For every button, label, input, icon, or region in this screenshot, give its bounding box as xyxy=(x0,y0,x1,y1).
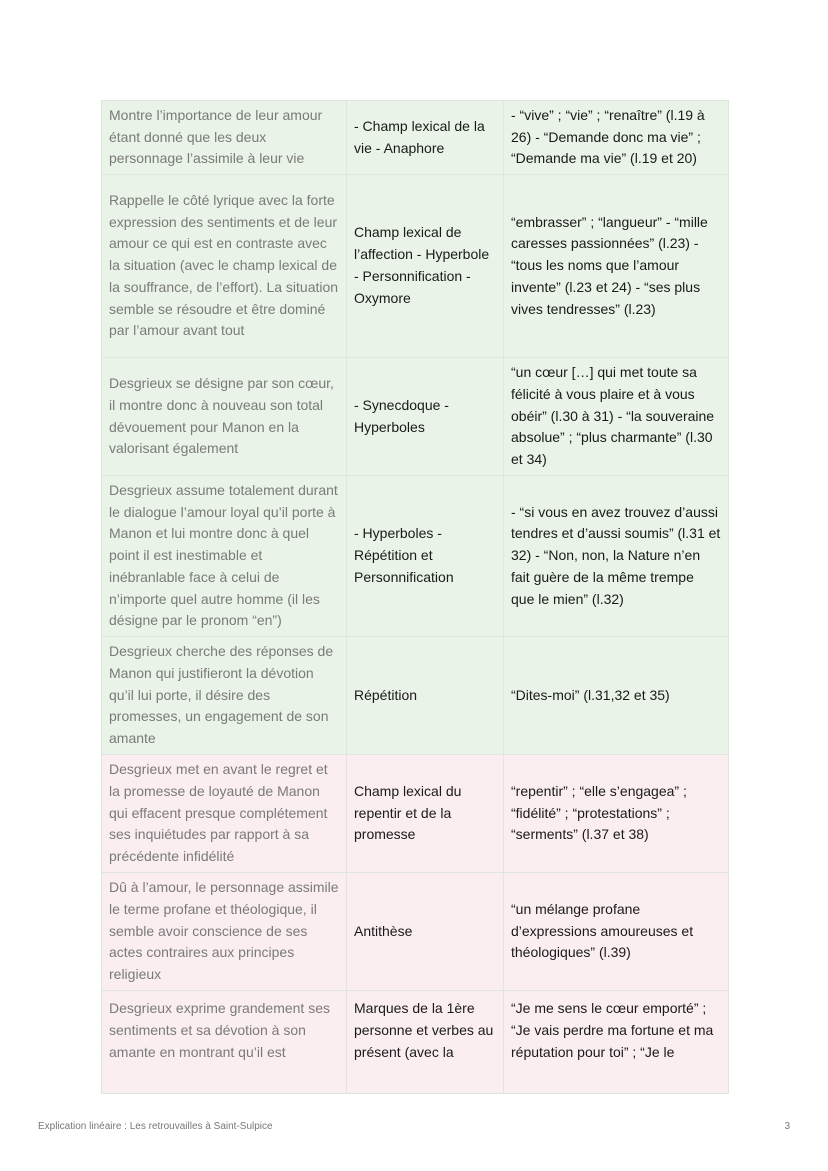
table-row xyxy=(102,637,729,755)
analysis-cell: Dû à l’amour, le personnage assimile le terme profane et théologique, il semble avoir conscience de ses actes contraires aux principes religieux xyxy=(102,873,347,991)
procedes-cell: Champ lexical de l’affection - Hyperbole - Personnification - Oxymore xyxy=(347,175,504,358)
page-number: 3 xyxy=(784,1121,790,1132)
citations-cell: - “si vous en avez trouvez d’aussi tendres et d’aussi soumis” (l.31 et 32) - “Non, non, la Nature n’en fait guère de la même trempe que le mien” (l.32) xyxy=(504,476,729,637)
procedes-cell: Répétition xyxy=(347,637,504,755)
table-row xyxy=(102,873,729,991)
table-row xyxy=(102,101,729,175)
procedes-cell xyxy=(347,991,504,1094)
citations-cell: “un cœur […] qui met toute sa félicité à vous plaire et à vous obéir” (l.30 à 31) - “la souveraine absolue” ; “plus charmante” (l.30 et 34) xyxy=(504,358,729,476)
citations-cell: “embrasser” ; “langueur” - “mille caresses passionnées” (l.23) - “tous les noms que l’amour invente” (l.23 et 24) - “ses plus vives tendresses” (l.23) xyxy=(504,175,729,358)
analysis-cell: Desgrieux se désigne par son cœur, il montre donc à nouveau son total dévouement pour Manon en la valorisant également xyxy=(102,358,347,476)
table-row xyxy=(102,991,729,1094)
citations-cell: “repentir” ; “elle s’engagea” ; “fidélité” ; “protestations” ; “serments” (l.37 et 38) xyxy=(504,755,729,873)
analysis-table xyxy=(101,100,729,1094)
table-row xyxy=(102,755,729,873)
table-row xyxy=(102,476,729,637)
table-row xyxy=(102,358,729,476)
citations-text: “Je me sens le cœur emporté” ; “Je vais perdre ma fortune et ma réputation pour toi” ; “Je le xyxy=(511,1000,714,1060)
citations-cell: - “vive” ; “vie” ; “renaître” (l.19 à 26) - “Demande donc ma vie” ; “Demande ma vie” (l.19 et 20) xyxy=(504,101,729,175)
citations-cell: “Dites-moi” (l.31,32 et 35) xyxy=(504,637,729,755)
citations-cell xyxy=(504,991,729,1094)
procedes-cell: Antithèse xyxy=(347,873,504,991)
analysis-cell: Desgrieux assume totalement durant le dialogue l’amour loyal qu’il porte à Manon et lui montre donc à quel point il est inestimable et inébranlable face à celui de n’importe quel autre homme (il les désigne par le pronom “en”) xyxy=(102,476,347,637)
citations-cell: “un mélange profane d’expressions amoureuses et théologiques” (l.39) xyxy=(504,873,729,991)
procedes-cell: - Synecdoque - Hyperboles xyxy=(347,358,504,476)
analysis-cell: Desgrieux met en avant le regret et la promesse de loyauté de Manon qui effacent presque complétement ses inquiétudes par rapport à sa précédente infidélité xyxy=(102,755,347,873)
procedes-cell: - Hyperboles - Répétition et Personnification xyxy=(347,476,504,637)
page-footer xyxy=(38,1121,790,1132)
analysis-cell: Montre l’importance de leur amour étant donné que les deux personnage l’assimile à leur vie xyxy=(102,101,347,175)
procedes-cell: - Champ lexical de la vie - Anaphore xyxy=(347,101,504,175)
analysis-cell: Desgrieux cherche des réponses de Manon qui justifieront la dévotion qu’il lui porte, il désire des promesses, un engagement de son amante xyxy=(102,637,347,755)
footer-title: Explication linéaire : Les retrouvailles à Saint-Sulpice xyxy=(38,1121,273,1132)
procedes-cell: Champ lexical du repentir et de la promesse xyxy=(347,755,504,873)
procedes-text: Marques de la 1ère personne et verbes au présent (avec la xyxy=(354,1000,494,1060)
analysis-cell: Rappelle le côté lyrique avec la forte expression des sentiments et de leur amour ce qui est en contraste avec la situation (avec le champ lexical de la souffrance, de l’effort). La situation semble se résoudre et être dominé par l’amour avant tout xyxy=(102,175,347,358)
table-row xyxy=(102,175,729,358)
analysis-cell xyxy=(102,991,347,1094)
analysis-text: Desgrieux exprime grandement ses sentiments et sa dévotion à son amante en montrant qu’il est xyxy=(109,1000,330,1060)
